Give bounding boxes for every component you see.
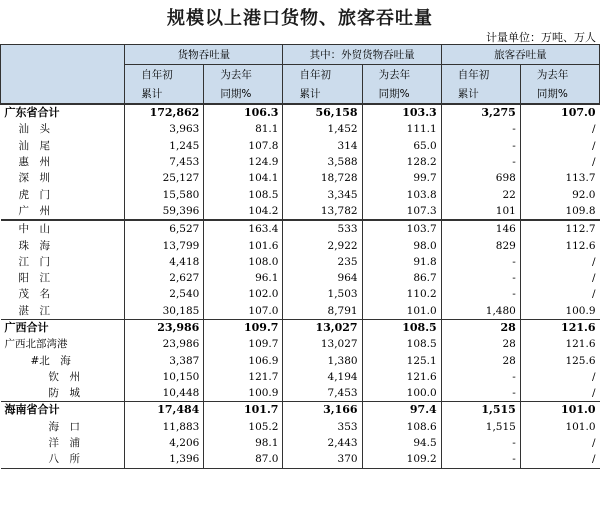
row-name: 珠 海: [18, 239, 50, 252]
row-name: 阳 江: [18, 272, 50, 285]
cell-value: 17,484: [125, 402, 204, 419]
cell-value: 110.2: [362, 286, 441, 302]
cell-value: 2,443: [283, 435, 362, 451]
cell-value: 121.6: [362, 369, 441, 385]
cell-value: 698: [441, 170, 520, 186]
table-row: [1, 319, 600, 336]
row-name: 中 山: [1, 220, 125, 237]
cell-value: 3,275: [441, 104, 520, 121]
cell-value: 4,206: [125, 435, 204, 451]
header-passenger: 旅客吞吐量: [441, 45, 599, 65]
cell-value: -: [441, 451, 520, 468]
cell-value: 3,345: [283, 186, 362, 202]
cell-value: 104.2: [204, 203, 283, 220]
cell-value: /: [520, 138, 599, 154]
cell-value: 10,448: [125, 385, 204, 402]
table-row: [1, 254, 600, 270]
cell-value: /: [520, 451, 599, 468]
cell-value: 106.9: [204, 352, 283, 368]
cell-value: 106.3: [204, 104, 283, 121]
cell-value: 113.7: [520, 170, 599, 186]
page-title: 规模以上港口货物、旅客吞吐量: [167, 8, 433, 29]
cell-value: 235: [283, 254, 362, 270]
table-row: [1, 186, 600, 202]
cell-value: 25,127: [125, 170, 204, 186]
cell-value: 124.9: [204, 154, 283, 170]
cell-value: 8,791: [283, 303, 362, 320]
row-name: 海 口: [48, 420, 80, 433]
cell-value: 146: [441, 220, 520, 237]
cell-value: -: [441, 385, 520, 402]
table-row: [1, 369, 600, 385]
header-passenger-pct: 为去年: [520, 65, 599, 85]
cell-value: 107.0: [520, 104, 599, 121]
cell-value: 23,986: [125, 336, 204, 352]
port-throughput-table: [0, 44, 600, 469]
row-name: 虎 门: [18, 188, 50, 201]
cell-value: 13,782: [283, 203, 362, 220]
row-name: 茂 名: [18, 288, 50, 301]
cell-value: 13,027: [283, 336, 362, 352]
cell-value: 1,245: [125, 138, 204, 154]
row-name: 海南省合计: [1, 402, 125, 419]
cell-value: 109.7: [204, 336, 283, 352]
cell-value: 6,527: [125, 220, 204, 237]
cell-value: 104.1: [204, 170, 283, 186]
cell-value: 96.1: [204, 270, 283, 286]
cell-value: 109.8: [520, 203, 599, 220]
table-row: [1, 402, 600, 419]
cell-value: 4,194: [283, 369, 362, 385]
cell-value: 1,480: [441, 303, 520, 320]
cell-value: 101: [441, 203, 520, 220]
cell-value: /: [520, 369, 599, 385]
cell-value: 11,883: [125, 419, 204, 435]
cell-value: 107.3: [362, 203, 441, 220]
cell-value: 1,452: [283, 121, 362, 137]
cell-value: 109.2: [362, 451, 441, 468]
cell-value: 98.1: [204, 435, 283, 451]
cell-value: 92.0: [520, 186, 599, 202]
cell-value: 121.6: [520, 319, 599, 336]
cell-value: 1,380: [283, 352, 362, 368]
row-name: 深 圳: [18, 172, 50, 185]
cell-value: 125.6: [520, 352, 599, 368]
cell-value: 99.7: [362, 170, 441, 186]
cell-value: 98.0: [362, 237, 441, 253]
cell-value: 370: [283, 451, 362, 468]
cell-value: 56,158: [283, 104, 362, 121]
header-passenger-cum-2: 累计: [441, 84, 520, 104]
cell-value: -: [441, 270, 520, 286]
header-passenger-pct-2: 同期%: [520, 84, 599, 104]
table-row: [1, 154, 600, 170]
header-foreign-pct: 为去年: [362, 65, 441, 85]
cell-value: -: [441, 286, 520, 302]
cell-value: 28: [441, 319, 520, 336]
header-cargo-pct-2: 同期%: [204, 84, 283, 104]
cell-value: 112.6: [520, 237, 599, 253]
cell-value: 103.7: [362, 220, 441, 237]
cell-value: 81.1: [204, 121, 283, 137]
cell-value: 18,728: [283, 170, 362, 186]
table-row: [1, 138, 600, 154]
row-name: 洋 浦: [48, 437, 80, 450]
table-row: [1, 419, 600, 435]
table-row: [1, 170, 600, 186]
cell-value: /: [520, 121, 599, 137]
header-foreign-cum-2: 累计: [283, 84, 362, 104]
cell-value: -: [441, 154, 520, 170]
unit-label: 计量单位：万吨、万人: [486, 31, 596, 44]
cell-value: 112.7: [520, 220, 599, 237]
cell-value: 2,922: [283, 237, 362, 253]
table-row: [1, 336, 600, 352]
cell-value: 103.8: [362, 186, 441, 202]
header-foreign-pct-2: 同期%: [362, 84, 441, 104]
cell-value: 65.0: [362, 138, 441, 154]
header-foreign-cum: 自年初: [283, 65, 362, 85]
cell-value: 964: [283, 270, 362, 286]
cell-value: 94.5: [362, 435, 441, 451]
cell-value: 108.5: [362, 336, 441, 352]
cell-value: 13,799: [125, 237, 204, 253]
row-name: 惠 州: [18, 156, 50, 169]
cell-value: 108.5: [362, 319, 441, 336]
cell-value: 28: [441, 336, 520, 352]
cell-value: 121.6: [520, 336, 599, 352]
header-cargo: 货物吞吐量: [125, 45, 283, 65]
cell-value: 100.9: [520, 303, 599, 320]
cell-value: 2,540: [125, 286, 204, 302]
cell-value: 15,580: [125, 186, 204, 202]
table-row: [1, 303, 600, 320]
cell-value: /: [520, 286, 599, 302]
cell-value: 10,150: [125, 369, 204, 385]
row-name: 钦 州: [48, 370, 80, 383]
cell-value: 4,418: [125, 254, 204, 270]
cell-value: 30,185: [125, 303, 204, 320]
cell-value: -: [441, 369, 520, 385]
cell-value: 109.7: [204, 319, 283, 336]
cell-value: 3,588: [283, 154, 362, 170]
cell-value: 86.7: [362, 270, 441, 286]
cell-value: -: [441, 121, 520, 137]
table-row: [1, 237, 600, 253]
table-row: [1, 121, 600, 137]
cell-value: /: [520, 385, 599, 402]
header-corner: [1, 45, 125, 65]
table-row: [1, 220, 600, 237]
row-name: 防 城: [48, 387, 80, 400]
header-row-sub2: [1, 84, 600, 104]
cell-value: 108.0: [204, 254, 283, 270]
cell-value: 101.0: [520, 419, 599, 435]
header-corner-bottom: [1, 84, 125, 104]
cell-value: 87.0: [204, 451, 283, 468]
cell-value: 172,862: [125, 104, 204, 121]
cell-value: 3,963: [125, 121, 204, 137]
cell-value: 97.4: [362, 402, 441, 419]
cell-value: 125.1: [362, 352, 441, 368]
table-row: [1, 451, 600, 468]
table-row: [1, 435, 600, 451]
table-row: [1, 286, 600, 302]
header-corner-mid: [1, 65, 125, 85]
cell-value: 100.0: [362, 385, 441, 402]
cell-value: 101.0: [362, 303, 441, 320]
cell-value: 107.0: [204, 303, 283, 320]
cell-value: 353: [283, 419, 362, 435]
cell-value: 23,986: [125, 319, 204, 336]
cell-value: 108.6: [362, 419, 441, 435]
row-name: 湛 江: [18, 304, 50, 317]
header-passenger-cum: 自年初: [441, 65, 520, 85]
cell-value: -: [441, 435, 520, 451]
table-row: [1, 385, 600, 402]
table-body: [1, 104, 600, 468]
cell-value: 101.6: [204, 237, 283, 253]
header-row-sub1: [1, 65, 600, 85]
cell-value: 22: [441, 186, 520, 202]
cell-value: 105.2: [204, 419, 283, 435]
cell-value: 128.2: [362, 154, 441, 170]
cell-value: 1,515: [441, 402, 520, 419]
cell-value: 101.7: [204, 402, 283, 419]
cell-value: 1,503: [283, 286, 362, 302]
table-row: [1, 104, 600, 121]
row-name: 广东省合计: [1, 104, 125, 121]
table-row: [1, 352, 600, 368]
cell-value: 28: [441, 352, 520, 368]
row-name: 广西合计: [1, 319, 125, 336]
header-foreign-trade: 其中：外贸货物吞吐量: [283, 45, 441, 65]
cell-value: 13,027: [283, 319, 362, 336]
cell-value: 2,627: [125, 270, 204, 286]
cell-value: 59,396: [125, 203, 204, 220]
row-name: 八 所: [1, 451, 125, 468]
header-cargo-cum: 自年初: [125, 65, 204, 85]
row-name: 汕 尾: [18, 139, 50, 152]
cell-value: /: [520, 254, 599, 270]
row-name: 广 州: [18, 204, 50, 217]
row-name: #北 海: [30, 354, 71, 367]
row-name: 广西北部湾港: [4, 338, 68, 351]
cell-value: 7,453: [125, 154, 204, 170]
cell-value: 107.8: [204, 138, 283, 154]
cell-value: 3,387: [125, 352, 204, 368]
row-name: 汕 头: [18, 123, 50, 136]
cell-value: /: [520, 154, 599, 170]
cell-value: 7,453: [283, 385, 362, 402]
header-row-groups: [1, 45, 600, 65]
row-name: 江 门: [18, 255, 50, 268]
cell-value: 102.0: [204, 286, 283, 302]
header-cargo-pct: 为去年: [204, 65, 283, 85]
cell-value: 108.5: [204, 186, 283, 202]
cell-value: -: [441, 254, 520, 270]
table-row: [1, 270, 600, 286]
cell-value: 163.4: [204, 220, 283, 237]
cell-value: 103.3: [362, 104, 441, 121]
cell-value: 3,166: [283, 402, 362, 419]
cell-value: 91.8: [362, 254, 441, 270]
cell-value: -: [441, 138, 520, 154]
cell-value: /: [520, 435, 599, 451]
cell-value: 314: [283, 138, 362, 154]
cell-value: /: [520, 270, 599, 286]
table-row: [1, 203, 600, 220]
cell-value: 101.0: [520, 402, 599, 419]
cell-value: 533: [283, 220, 362, 237]
cell-value: 1,396: [125, 451, 204, 468]
cell-value: 829: [441, 237, 520, 253]
cell-value: 100.9: [204, 385, 283, 402]
cell-value: 111.1: [362, 121, 441, 137]
header-cargo-cum-2: 累计: [125, 84, 204, 104]
cell-value: 121.7: [204, 369, 283, 385]
cell-value: 1,515: [441, 419, 520, 435]
